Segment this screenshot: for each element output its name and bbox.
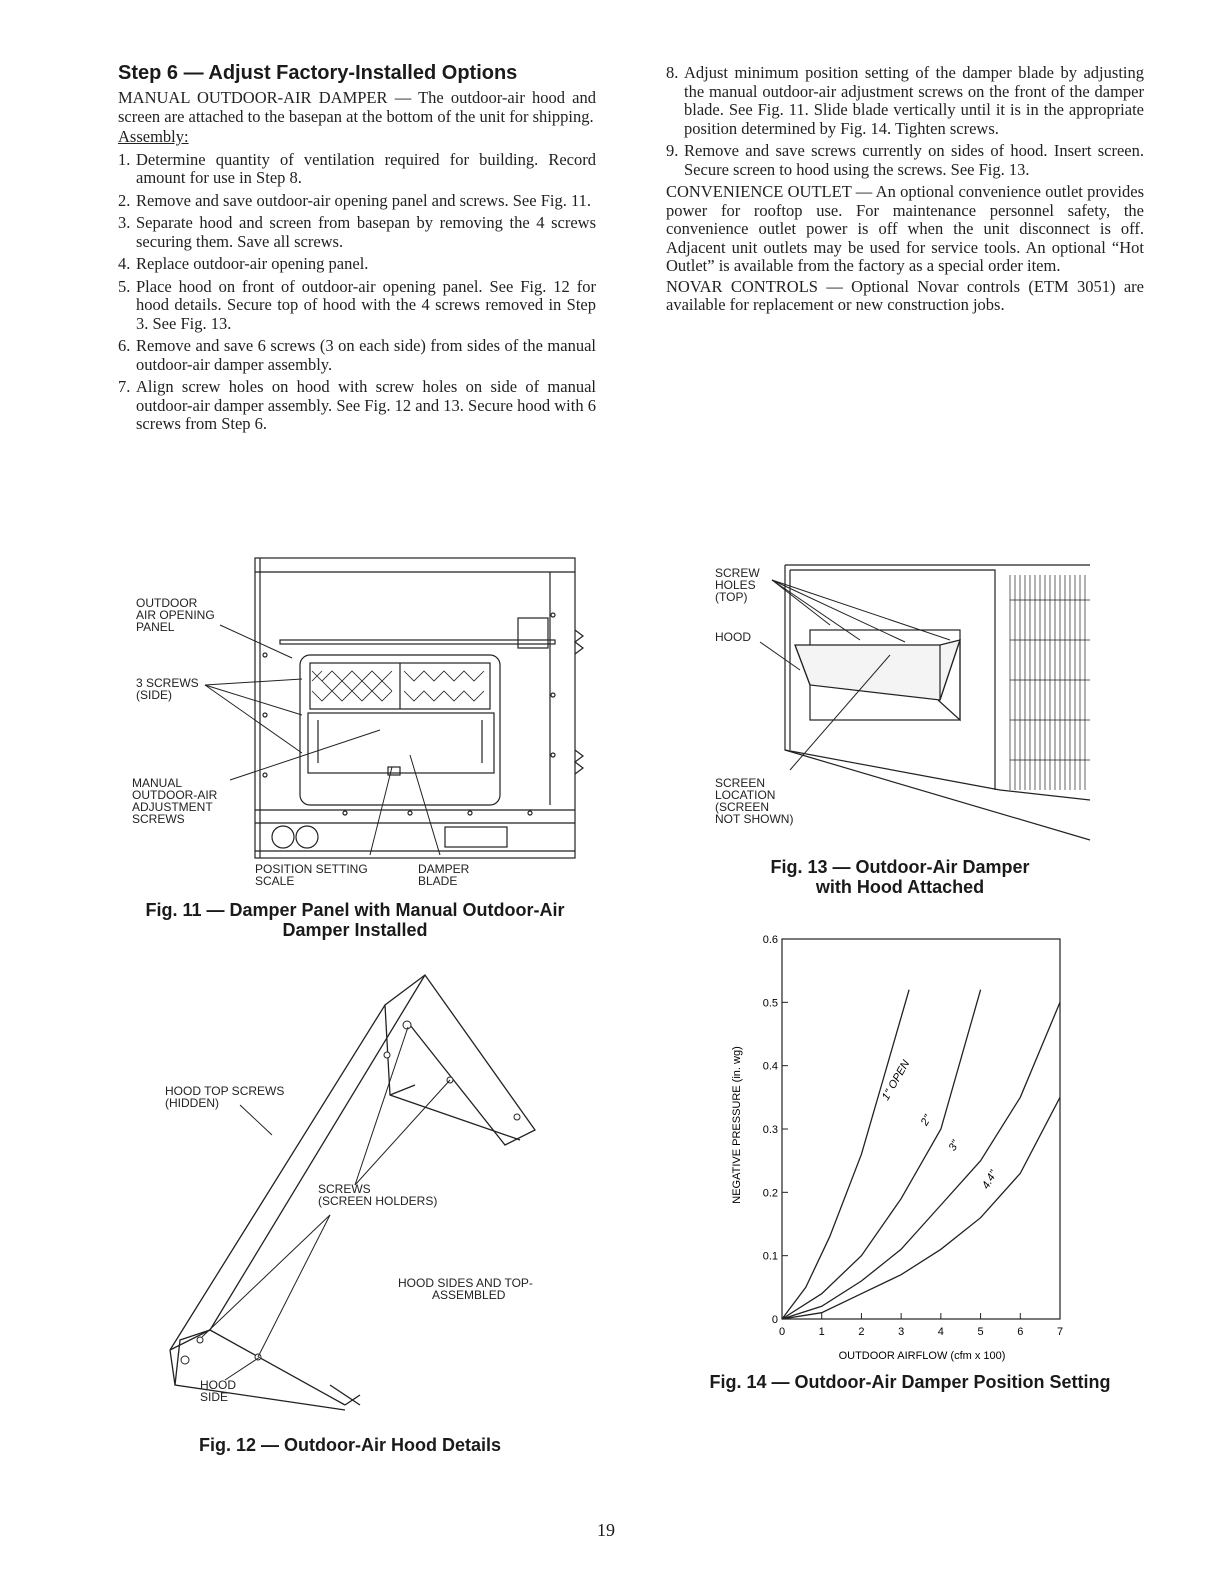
intro-text: — The outdoor-air hood and screen are attached to the basepan at the bottom of the unit for shipping.	[118, 88, 597, 126]
x-tick-label: 3	[898, 1326, 905, 1338]
list-item: 1. Determine quantity of ventilation required for building. Record amount for use in Step 8.	[118, 149, 596, 187]
label-side-2: SIDE	[200, 1390, 229, 1404]
assembly-steps	[98, 151, 596, 434]
x-tick-label: 2	[858, 1326, 865, 1338]
label-position-1: POSITION SETTING	[255, 862, 368, 876]
intro-lead: MANUAL OUTDOOR-AIR DAMPER	[118, 88, 388, 107]
y-tick-label: 0.6	[762, 934, 778, 946]
x-tick-label: 1	[818, 1326, 825, 1338]
label-outdoor-2: AIR OPENING	[136, 608, 215, 622]
x-tick-label: 5	[977, 1326, 984, 1338]
label-screws-1: 3 SCREWS	[136, 676, 199, 690]
label-manual-3: ADJUSTMENT	[132, 800, 213, 814]
fig13-damper-hood-diagram	[710, 560, 1100, 850]
fig11-caption: Fig. 11 — Damper Panel with Manual Outdoor-Air Damper Installed	[145, 900, 565, 940]
intro-paragraph	[118, 89, 596, 126]
unit-outline	[255, 558, 575, 858]
series-line	[782, 990, 981, 1319]
series-label: 2"	[918, 1113, 935, 1128]
label-damper-1: DAMPER	[418, 862, 470, 876]
y-tick-label: 0.5	[762, 997, 778, 1010]
y-tick-label: 0.3	[762, 1124, 778, 1136]
series-line	[782, 1002, 1060, 1319]
label-screens-2: (SCREEN HOLDERS)	[318, 1194, 438, 1208]
series-line	[782, 1097, 1060, 1319]
damper-blade	[308, 713, 494, 773]
label-outdoor-3: PANEL	[136, 620, 175, 634]
page-number: 19	[597, 1520, 615, 1540]
novar-paragraph: NOVAR CONTROLS — Optional Novar controls (ETM 3051) are available for replacement or new construction jobs.	[666, 276, 1144, 314]
convenience-outlet-paragraph: CONVENIENCE OUTLET — An optional convenience outlet provides power for rooftop use. For maintenance personnel safety, the convenience outlet power is off when the unit disconnect is off. Adjacent unit outlets may be used for service tools. An optional “Hot Outlet” is available from the factory as a special order item.	[666, 182, 1145, 275]
section-heading: Step 6 — Adjust Factory-Installed Options	[118, 62, 518, 84]
label-screen-4: NOT SHOWN)	[715, 812, 794, 826]
label-holes-1: SCREW	[715, 566, 760, 580]
label-hoodtop-1: HOOD TOP SCREWS	[165, 1084, 285, 1098]
fig14-caption: Fig. 14 — Outdoor-Air Damper Position Setting	[709, 1372, 1111, 1392]
x-tick-label: 6	[1017, 1326, 1024, 1338]
list-item: 5. Place hood on front of outdoor-air opening panel. See Fig. 12 for hood details. Secure top of hood with the 4 screws removed in Step 3. See Fig. 13.	[118, 276, 596, 333]
y-tick-label: 0.4	[762, 1060, 778, 1073]
assembly-label: Assembly:	[118, 127, 189, 146]
series-label: 3"	[946, 1138, 962, 1154]
label-sides-2: ASSEMBLED	[432, 1288, 506, 1302]
label-screens-1: SCREWS	[318, 1182, 371, 1196]
label-manual-1: MANUAL	[132, 776, 183, 790]
label-screen-2: LOCATION	[715, 788, 776, 802]
fig14-chart	[720, 925, 1090, 1365]
label-holes-2: HOLES	[715, 578, 756, 592]
label-hoodtop-2: (HIDDEN)	[165, 1096, 219, 1110]
fig12-caption: Fig. 12 — Outdoor-Air Hood Details	[198, 1435, 501, 1455]
label-holes-3: (TOP)	[715, 590, 748, 604]
series-label: 1" OPEN	[879, 1058, 913, 1103]
list-item: 3. Separate hood and screen from basepan by removing the 4 screws securing them. Save all screws.	[118, 213, 596, 251]
series-label: 4.4"	[979, 1168, 1000, 1192]
label-screen-1: SCREEN	[715, 776, 766, 790]
label-damper-2: BLADE	[418, 874, 458, 888]
x-tick-label: 4	[937, 1326, 944, 1338]
y-tick-label: 0.2	[762, 1187, 778, 1200]
label-sides-1: HOOD SIDES AND TOP-	[398, 1276, 533, 1290]
list-item: 9. Remove and save screws currently on sides of hood. Insert screen. Secure screen to hood using the screws. See Fig. 13.	[666, 141, 1144, 179]
label-hood: HOOD	[715, 630, 751, 644]
series-line	[782, 990, 909, 1319]
y-tick-label: 0	[771, 1314, 778, 1326]
list-item: 4. Replace outdoor-air opening panel.	[118, 254, 369, 273]
y-tick-label: 0.1	[762, 1250, 778, 1263]
list-item: 7. Align screw holes on hood with screw holes on side of manual outdoor-air damper assembly. See Fig. 12 and 13. Secure hood with 6 screws from Step 6.	[118, 377, 596, 433]
label-manual-2: OUTDOOR-AIR	[132, 788, 218, 802]
list-item: 8. Adjust minimum position setting of the damper blade by adjusting the manual outdoor-air adjustment screws on the front of the damper blade. See Fig. 11. Slide blade vertically until it is in the appropriate position determined by Fig. 14. Tighten screws.	[666, 63, 1144, 138]
y-axis-label: NEGATIVE PRESSURE (in. wg)	[731, 1046, 743, 1204]
label-outdoor-1: OUTDOOR	[136, 596, 198, 610]
fig12-hood-details-diagram	[150, 965, 570, 1425]
label-screen-3: (SCREEN	[715, 800, 770, 814]
x-axis-label: OUTDOOR AIRFLOW (cfm x 100)	[838, 1350, 1006, 1362]
label-position-2: SCALE	[255, 874, 295, 888]
label-side-1: HOOD	[200, 1378, 236, 1392]
list-item: 6. Remove and save 6 screws (3 on each side) from sides of the manual outdoor-air damper assembly.	[118, 336, 596, 374]
x-tick-label: 7	[1056, 1326, 1064, 1338]
assembly-steps-continued	[646, 64, 1144, 179]
fig13-caption: Fig. 13 — Outdoor-Air Damper with Hood Attached	[770, 857, 1030, 897]
fig11-damper-panel-diagram	[120, 555, 590, 895]
list-item: 2. Remove and save outdoor-air opening panel and screws. See Fig. 11.	[118, 190, 591, 210]
x-tick-label: 0	[778, 1326, 786, 1338]
label-manual-4: SCREWS	[132, 812, 185, 826]
label-screws-2: (SIDE)	[136, 688, 172, 702]
